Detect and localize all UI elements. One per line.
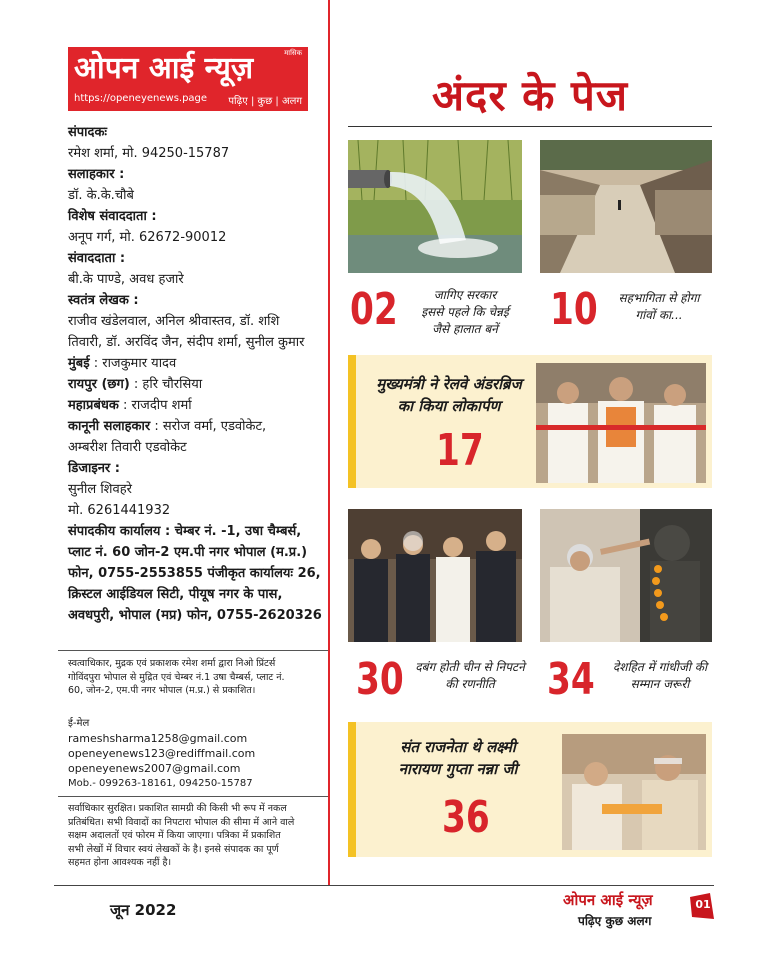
credit-label: संवाददाता : [68, 251, 126, 266]
page-number-34[interactable]: 34 [547, 654, 595, 705]
credit-label: सलाहकार : [68, 167, 125, 182]
divider [58, 650, 328, 651]
credit-value: राजीव खंडेलवाल, अनिल श्रीवास्तव, डॉ. शशि [68, 314, 280, 329]
credit-label: स्वतंत्र लेखक : [68, 293, 139, 308]
masthead-url: https://openeyenews.page [74, 93, 208, 104]
caption-line: की रणनीति [445, 677, 495, 691]
headline-line: संत राजनेता थे लक्ष्मी [400, 738, 516, 756]
column-divider [328, 0, 330, 885]
page-number-17: 17 [436, 425, 484, 476]
page-number-36: 36 [442, 792, 490, 843]
credit-value: : राजदीप शर्मा [122, 398, 192, 413]
irrigation-image [348, 140, 522, 273]
story-caption[interactable] [600, 659, 720, 693]
credit-label: महाप्रबंधक [68, 398, 119, 413]
credit-value: तिवारी, डॉ. अरविंद जैन, संदीप शर्मा, सुनील कुमार [68, 335, 305, 350]
contact-block [68, 716, 326, 791]
page-number-02[interactable]: 02 [350, 284, 398, 335]
caption-line: जागिए सरकार [433, 288, 497, 302]
printer-note-line: गोविंदपुरा भोपाल से मुद्रित एवं चेम्बर नं.1 उषा चैम्बर्स, प्लाट नं. [68, 671, 285, 683]
office-line: प्लाट नं. 60 जोन-2 एम.पी नगर भोपाल (म.प्र.) [68, 545, 308, 560]
caption-line: जैसे हालात बनें [432, 322, 498, 336]
feature-panel-17[interactable] [348, 355, 712, 488]
panel-accent-bar [348, 355, 356, 488]
masthead-tagline: पढ़िए | कुछ | अलग [228, 96, 302, 107]
headline-line: का किया लोकार्पण [397, 397, 501, 415]
city-credit [68, 395, 328, 416]
email-address[interactable]: openeyenews123@rediffmail.com [68, 747, 256, 760]
panel-accent-bar [348, 722, 356, 857]
disclaimer [68, 802, 326, 870]
gandhi-statue-image [540, 509, 712, 642]
city-credit [68, 416, 328, 437]
disclaimer-line: सहमत होना आवश्यक नहीं है। [68, 857, 172, 868]
footer-tagline: पढ़िए कुछ अलग [578, 914, 652, 928]
email-address[interactable]: rameshsharma1258@gmail.com [68, 732, 248, 745]
story-caption[interactable] [402, 287, 528, 338]
credit-value: : हरि चौरसिया [133, 377, 203, 392]
page-number-10[interactable]: 10 [550, 284, 598, 335]
office-line: क्रिस्टल आईडियल सिटी, पीयूष नगर के पास, [68, 587, 283, 602]
caption-line: सहभागिता से होगा [618, 291, 700, 305]
credit-label: मुंबई [68, 356, 90, 371]
caption-line: देशहित में गांधीजी की [612, 660, 708, 674]
story-photo-gandhi[interactable] [540, 509, 712, 642]
credit-label: कानूनी सलाहकार [68, 419, 151, 434]
footer-rule [54, 885, 714, 886]
masthead-logo [68, 47, 308, 111]
footer-brand: ओपन आई न्यूज़ [563, 891, 653, 909]
credit-value: डॉ. के.के.चौबे [68, 188, 134, 203]
story-photo-ribbon-cutting [536, 363, 706, 483]
panel-headline [364, 373, 534, 417]
caption-line: दबंग होती चीन से निपटने [415, 660, 525, 674]
credit-value: अम्बरीश तिवारी एडवोकेट [68, 440, 187, 455]
printer-note-line: 60, जोन-2, एम.पी नगर भोपाल (म.प्र.) से प्रकाशित। [68, 685, 256, 696]
office-line: अवधपुरी, भोपाल (मप्र) फोन, 0755-2620326 [68, 608, 322, 623]
masthead-frequency: मासिक [284, 49, 302, 57]
credits-block [68, 122, 328, 626]
ribbon-cutting-image [536, 363, 706, 483]
headline-line: मुख्यमंत्री ने रेलवे अंडरब्रिज [376, 375, 522, 393]
email-address[interactable]: openeyenews2007@gmail.com [68, 762, 241, 775]
credit-value: रमेश शर्मा, मो. 94250-15787 [68, 146, 230, 161]
office-line: संपादकीय कार्यालय : चेम्बर नं. -1, उषा चैम्बर्स, [68, 524, 302, 539]
designer-mobile: मो. 6261441932 [68, 503, 171, 518]
contents-title: अंदर के पेज [431, 71, 629, 120]
story-photo-irrigation[interactable] [348, 140, 522, 273]
leaders-image [348, 509, 522, 642]
story-caption[interactable] [408, 659, 532, 693]
credit-value: : सरोज वर्मा, एडवोकेट, [154, 419, 267, 434]
disclaimer-line: प्रतिबंधित। सभी विवादों का निपटारा भोपाल की सीमा में आने वाले [68, 816, 295, 828]
tribute-image [562, 734, 706, 850]
city-credit [68, 374, 328, 395]
story-photo-leaders[interactable] [348, 509, 522, 642]
credit-value: : राजकुमार यादव [93, 356, 177, 371]
page-number: 01 [695, 898, 711, 911]
title-underline [348, 126, 712, 127]
printer-note [68, 657, 326, 698]
credit-label: संपादकः [68, 125, 108, 140]
mobile-numbers: Mob.- 099263-18161, 094250-15787 [68, 778, 253, 789]
masthead-title: ओपन आई न्यूज़ [74, 51, 254, 86]
page-number-badge [690, 893, 714, 919]
credit-label: डिजाइनर : [68, 461, 120, 476]
story-photo-tribute [562, 734, 706, 850]
disclaimer-line: सभी लेखों में विचार स्वयं लेखकों के है। इनसे संपादक का पूर्ण [68, 843, 279, 855]
caption-line: इससे पहले कि चेन्नई [421, 305, 509, 319]
credit-value: बी.के पाण्डे, अवध हजारे [68, 272, 184, 287]
feature-panel-36[interactable] [348, 722, 712, 857]
city-credit [68, 353, 328, 374]
story-photo-village[interactable] [540, 140, 712, 273]
disclaimer-line: सर्वाधिकार सुरक्षित। प्रकाशित सामग्री की किसी भी रूप में नकल [68, 803, 287, 814]
credit-value: अनूप गर्ग, मो. 62672-90012 [68, 230, 227, 245]
story-caption[interactable] [600, 290, 718, 324]
email-label: ई-मेल [68, 718, 90, 729]
caption-line: सम्मान जरूरी [630, 677, 690, 691]
divider [58, 796, 328, 797]
credit-label: रायपुर (छग) [68, 377, 130, 392]
disclaimer-line: सक्षम अदालतों एवं फोरम में किया जाएगा। पत्रिका में प्रकाशित [68, 830, 281, 841]
credit-label: विशेष संवाददाता : [68, 209, 157, 224]
issue-date: जून 2022 [110, 901, 177, 919]
office-line: फोन, 0755-2553855 पंजीकृत कार्यालयः 26, [68, 566, 321, 581]
designer-name: सुनील शिवहरे [68, 482, 132, 497]
printer-note-line: स्वत्वाधिकार, मुद्रक एवं प्रकाशक रमेश शर्मा द्वारा निओ प्रिंटर्स [68, 658, 276, 669]
panel-headline [368, 736, 548, 780]
caption-line: गांवों का... [635, 308, 683, 322]
headline-line: नारायण गुप्ता नन्ना जी [398, 760, 518, 778]
village-image [540, 140, 712, 273]
page-number-30[interactable]: 30 [356, 654, 404, 705]
